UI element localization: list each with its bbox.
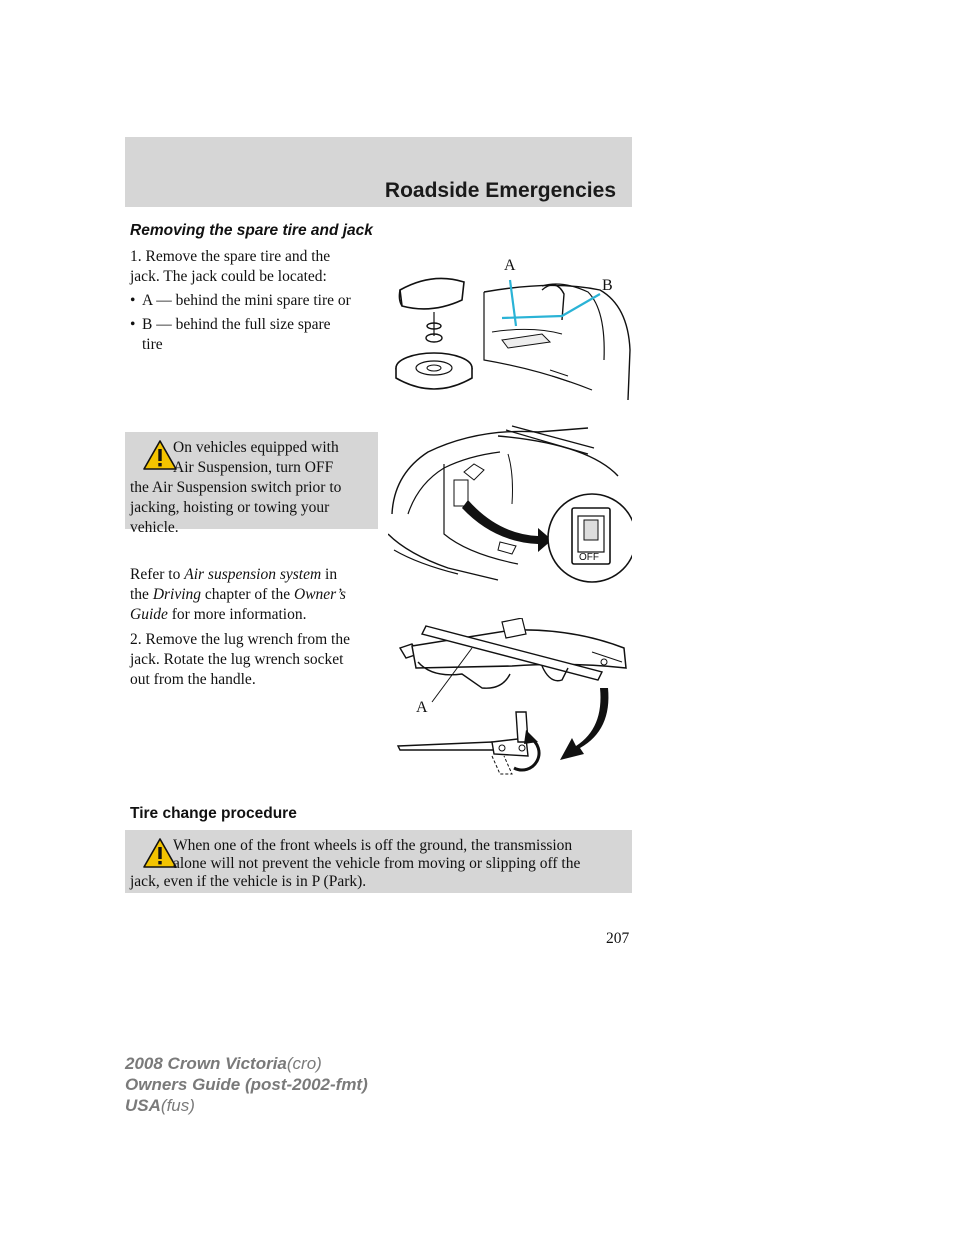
footer-model: 2008 Crown Victoria	[125, 1054, 287, 1073]
page-number: 207	[606, 930, 630, 947]
footer-model-code: (cro)	[286, 1054, 322, 1073]
footer-region-code: (fus)	[160, 1096, 195, 1115]
step2-line2: jack. Rotate the lug wrench socket	[130, 651, 344, 668]
step1-line1: 1. Remove the spare tire and the	[130, 248, 331, 265]
page-header	[125, 137, 632, 207]
refer-suffix: for more information.	[167, 606, 307, 623]
warning-box-air-suspension	[125, 432, 378, 536]
warning2-line3: jack, even if the vehicle is in P (Park).	[130, 873, 367, 890]
footer-region: USA	[125, 1096, 161, 1115]
refer-chapter: Driving	[152, 586, 202, 603]
warning1-line3: the Air Suspension switch prior to	[130, 479, 342, 496]
spare-tire-trunk-figure	[392, 250, 632, 410]
warning2-line1: When one of the front wheels is off the ground, the transmission	[173, 837, 573, 854]
refer-prefix: Refer to	[130, 566, 185, 583]
callout-line-b	[502, 294, 600, 318]
label-a-jack: A	[416, 699, 428, 716]
refer-guide1: Owner’s	[294, 586, 346, 603]
footer-guide: Owners Guide (post-2002-fmt)	[125, 1075, 368, 1094]
air-suspension-switch-figure	[388, 424, 632, 588]
tire-cover	[400, 278, 464, 308]
step2-line1: 2. Remove the lug wrench from the	[130, 631, 350, 648]
section-title: Removing the spare tire and jack	[130, 222, 373, 239]
footer-line2	[125, 1074, 368, 1095]
footer-line3	[125, 1095, 368, 1116]
tire-change-heading: Tire change procedure	[130, 805, 297, 822]
footer-line1	[125, 1053, 368, 1074]
jack-lug-wrench-figure	[392, 618, 632, 778]
refer-guide2: Guide	[130, 606, 168, 623]
refer-link-air-suspension: Air suspension system	[184, 566, 322, 583]
bullet-dot: •	[130, 292, 136, 309]
document-footer	[125, 1053, 368, 1116]
refer-mid1: in	[321, 566, 338, 583]
warning1-line2: Air Suspension, turn OFF	[173, 459, 334, 476]
refer-line3	[130, 605, 307, 625]
bullet-a-text: A — behind the mini spare tire or	[142, 292, 351, 309]
refer-line1	[130, 565, 337, 585]
refer-line2	[130, 585, 346, 605]
step2-line3: out from the handle.	[130, 671, 256, 688]
refer-mid2: chapter of the	[201, 586, 294, 603]
label-b: B	[602, 277, 613, 294]
switch-off-label: OFF	[579, 552, 599, 563]
bullet-b-text: B — behind the full size spare	[142, 316, 331, 333]
swing-arrow-icon	[560, 688, 608, 760]
warning1-line4: jacking, hoisting or towing your	[130, 499, 330, 516]
warning2-line2: alone will not prevent the vehicle from moving or slipping off the	[173, 855, 581, 872]
warning1-line5: vehicle.	[130, 519, 179, 536]
lug-wrench-handle	[398, 742, 494, 750]
bullet-b-text-cont: tire	[142, 336, 163, 353]
warning-box-transmission	[125, 830, 632, 893]
chapter-title: Roadside Emergencies	[384, 179, 616, 202]
label-a: A	[504, 257, 516, 274]
bullet-dot: •	[130, 316, 136, 333]
refer-the: the	[130, 586, 153, 603]
warning1-line1: On vehicles equipped with	[173, 439, 339, 456]
step1-line2: jack. The jack could be located:	[130, 268, 327, 285]
